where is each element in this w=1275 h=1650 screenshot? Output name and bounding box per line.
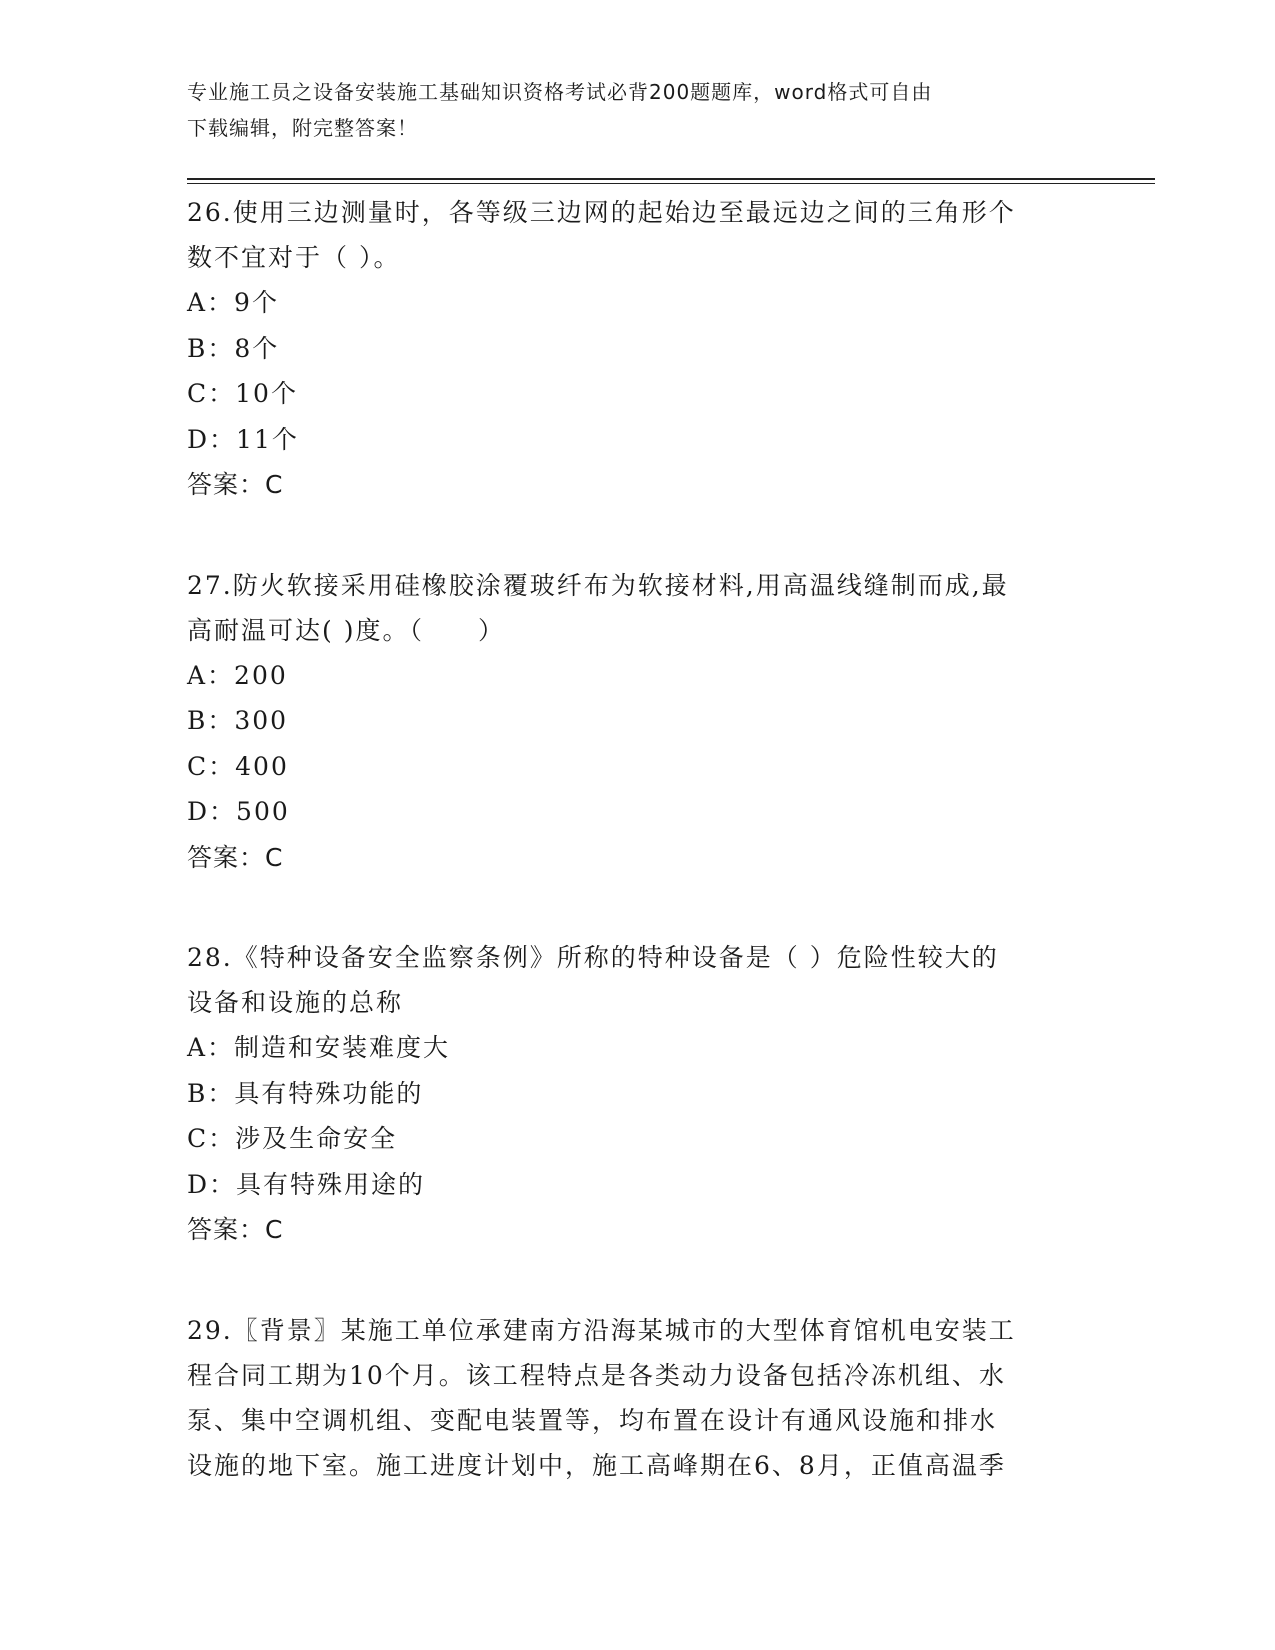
question-26 bbox=[187, 190, 1087, 508]
option-d: D：具有特殊用途的 bbox=[187, 1169, 426, 1199]
question-list bbox=[187, 190, 1087, 1543]
header-line: 下载编辑，附完整答案！ bbox=[187, 116, 418, 140]
question-line: 泵、集中空调机组、变配电装置等，均布置在设计有通风设施和排水 bbox=[187, 1405, 998, 1435]
question-text bbox=[187, 563, 1087, 653]
option-a: A：制造和安装难度大 bbox=[187, 1033, 451, 1062]
question-27 bbox=[187, 563, 1087, 881]
question-28 bbox=[187, 935, 1087, 1253]
option-c: C：10个 bbox=[187, 379, 298, 408]
question-line: 26.使用三边测量时，各等级三边网的起始边至最远边之间的三角形个 bbox=[187, 198, 1016, 227]
option-d: D：500 bbox=[187, 797, 290, 826]
question-line: 28.《特种设备安全监察条例》所称的特种设备是（ ）危险性较大的 bbox=[187, 943, 999, 972]
option-b: B：8个 bbox=[187, 333, 280, 363]
question-line: 29.〖背景〗某施工单位承建南方沿海某城市的大型体育馆机电安装工 bbox=[187, 1315, 1016, 1345]
option-b: B：具有特殊功能的 bbox=[187, 1078, 424, 1108]
question-text bbox=[187, 1308, 1087, 1488]
option-c: C：涉及生命安全 bbox=[187, 1124, 398, 1153]
option-d: D：11个 bbox=[187, 424, 299, 454]
option-b: B：300 bbox=[187, 706, 289, 735]
answer: 答案：C bbox=[187, 1215, 284, 1244]
question-line: 高耐温可达( )度。（ ） bbox=[187, 615, 505, 645]
question-line: 程合同工期为10个月。该工程特点是各类动力设备包括冷冻机组、水 bbox=[187, 1360, 1006, 1390]
answer: 答案：C bbox=[187, 842, 284, 872]
document-header bbox=[187, 74, 1067, 146]
question-text bbox=[187, 190, 1087, 280]
question-29 bbox=[187, 1308, 1087, 1488]
question-text bbox=[187, 935, 1087, 1025]
question-line: 数不宜对于（ ）。 bbox=[187, 243, 401, 272]
question-line: 设施的地下室。施工进度计划中，施工高峰期在6、8月，正值高温季 bbox=[187, 1450, 1006, 1480]
header-line: 专业施工员之设备安装施工基础知识资格考试必背200题题库，word格式可自由 bbox=[187, 80, 933, 104]
header-divider-thin bbox=[187, 183, 1155, 184]
header-divider bbox=[187, 178, 1155, 180]
option-c: C：400 bbox=[187, 751, 289, 781]
answer: 答案：C bbox=[187, 470, 284, 499]
question-line: 设备和设施的总称 bbox=[187, 988, 404, 1017]
question-line: 27.防火软接采用硅橡胶涂覆玻纤布为软接材料,用高温线缝制而成,最 bbox=[187, 570, 1009, 600]
option-a: A：9个 bbox=[187, 288, 279, 317]
option-a: A：200 bbox=[187, 660, 288, 690]
